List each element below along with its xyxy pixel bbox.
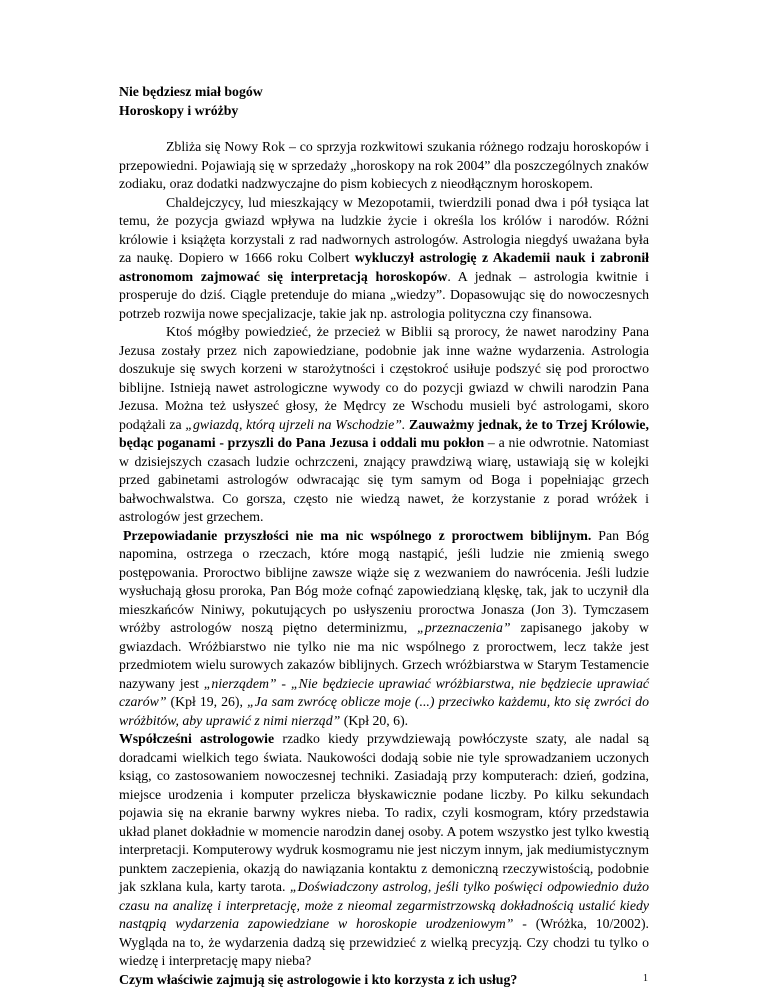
- text-run: (Kpł 20, 6).: [340, 712, 409, 728]
- text-run: (Kpł 19, 26),: [166, 694, 247, 709]
- italic-run: „przeznaczenia”: [417, 620, 511, 635]
- italic-run: „Ja sam zwrócę oblicze moje (...) przeciwko każdemu, kto się zwróci do wróżbitów, aby uprawić z nimi nierząd”: [119, 694, 649, 728]
- document-body: [119, 83, 649, 989]
- spacer: [119, 120, 649, 138]
- italic-run: „nierządem” - „Nie będziecie uprawiać wróżbiarstwa, nie będziecie uprawiać czarów”: [119, 675, 649, 709]
- italic-run: „Doświadczony astrolog, jeśli tylko poświęci odpowiednio dużo czasu na analizę i interpretację, może z nieomal zegarmistrzowską dokładnością ustalić kiedy nastąpią wydarzenia zapowiedziane w horoskopie urodzeniowym”: [119, 879, 649, 931]
- paragraph-2: [119, 194, 649, 324]
- bold-run: Zauważmy jednak, że to Trzej Królowie, będąc poganami - przyszli do Pana Jezusa i oddali mu pokłon: [119, 416, 649, 450]
- text-run: – a nie odwrotnie. Natomiast w dzisiejszych czasach ludzie ochrzczeni, znający prawdziwą wiarę, ustawiają się w kolejki przed gabinetami astrologów odwracając się tym samym od Boga i popełniając grzech bałwochwalstwa. Co gorsza, często nie wiedzą nawet, że korzystanie z porad wróżek i astrologów jest grzechem.: [119, 435, 649, 524]
- paragraph-4: [119, 527, 649, 731]
- paragraph-3: [119, 323, 649, 527]
- text-run: rzadko kiedy przywdziewają powłóczyste szaty, ale nadal są doradcami wielkich tego świata. Naukowości dodają sobie nie tyle sprowadzaniem uczonych ksiąg, co zastosowaniem nowoczesnej techniki. Zasiadają przy komputerach: dzień, godzina, miejsce urodzenia i komputer przelicza błyskawicznie podane liczby. Po kilku sekundach pojawia się na ekranie barwny wykres nieba. To radix, czyli kosmogram, który przedstawia układ planet dokładnie w momencie narodzin danej osoby. A potem wszystko jest tylko kwestią interpretacji. Komputerowy wydruk kosmogramu nie jest niczym innym, jak mediumistycznym punktem zaczepienia, okazją do nawiązania kontaktu z demoniczną rzeczywistością, podobnie jak szklana kula, karty tarota.: [119, 731, 649, 894]
- paragraph-5: [119, 730, 649, 971]
- bold-run: Przepowiadanie przyszłości nie ma nic wspólnego z proroctwem biblijnym.: [123, 527, 592, 543]
- document-title: Nie będziesz miał bogów: [119, 84, 263, 99]
- paragraph-1: Zbliża się Nowy Rok – co sprzyja rozkwitowi szukania różnego rodzaju horoskopów i przepowiedni. Pojawiają się w sprzedaży „horoskopy na rok 2004” dla poszczególnych znaków zodiaku, oraz dodatki nadzwyczajne do pism kobiecych z nieodłącznym horoskopem.: [119, 139, 649, 191]
- italic-run: „gwiazdą, którą ujrzeli na Wschodzie”.: [185, 416, 406, 432]
- bold-run: Współcześni astrologowie: [119, 731, 275, 746]
- bold-run: wykluczył astrologię z Akademii nauk i zabronił astronomom zajmować się interpretacją horoskopów: [119, 250, 649, 284]
- closing-question: [119, 971, 649, 990]
- text-run: - (Wróżka, 10/2002). Wygląda na to, że wydarzenia dadzą się przewidzieć z wielką precyzją. Czy chodzi tu tylko o wiedzę i interpretację mapy nieba?: [119, 916, 649, 968]
- text-run: Ktoś mógłby powiedzieć, że przecież w Biblii są prorocy, że nawet narodziny Pana Jezusa zostały przez nich zapowiedziane, podobnie jak inne ważne wydarzenia. Astrologia doszukuje się swych korzeni w starożytności i częstokroć usiłuje podszyć się pod proroctwo biblijne. Istnieją nawet astrologiczne wywody co do pozycji gwiazd w chwili narodzin Pana Jezusa. Można też usłyszeć głosy, że Mędrcy ze Wschodu musieli być astrologami, skoro podążali za: [119, 324, 649, 432]
- page-number: 1: [643, 973, 648, 984]
- text-run: Pan Bóg napomina, ostrzega o rzeczach, które mogą nastąpić, jeśli ludzie nie zmienią swego postępowania. Proroctwo biblijne zawsze wiąże się z wezwaniem do nawrócenia. Jeśli ludzie wysłuchają głosu proroka, Pan Bóg może cofnąć zapowiedzianą klęskę, tak, jak to uczynił dla mieszkańców Niniwy, pokutujących po usłyszeniu proroctwa Jonasza (Jon 3). Tymczasem wróżby astrologów noszą piętno determinizmu,: [119, 527, 650, 635]
- text-run: . A jednak – astrologia kwitnie i prosperuje do dziś. Ciągle pretenduje do miana „wiedzy”. Dopasowując się do nowoczesnych potrzeb rozwija nowe specjalizacje, takie jak np. astrologia polityczna czy finansowa.: [119, 268, 649, 321]
- bold-run: Czym właściwie zajmują się astrologowie i kto korzysta z ich usług?: [119, 971, 518, 987]
- text-run: Chaldejczycy, lud mieszkający w Mezopotamii, twierdzili ponad dwa i pół tysiąca lat temu, że pozycja gwiazd wpływa na ludzkie życie i określa los królów i narodów. Różni królowie i książęta korzystali z rad nadwornych astrologów. Astrologia niegdyś uważana była za naukę. Dopiero w 1666 roku Colbert: [119, 194, 649, 265]
- text-run: zapisanego jakoby w gwiazdach. Wróżbiarstwo nie tylko nie ma nic wspólnego z proroctwem, lecz także jest przedmiotem wielu surowych zakazów biblijnych. Grzech wróżbiarstwa w Starym Testamencie nazywany jest: [119, 620, 649, 691]
- document-subtitle: Horoskopy i wróżby: [119, 102, 239, 118]
